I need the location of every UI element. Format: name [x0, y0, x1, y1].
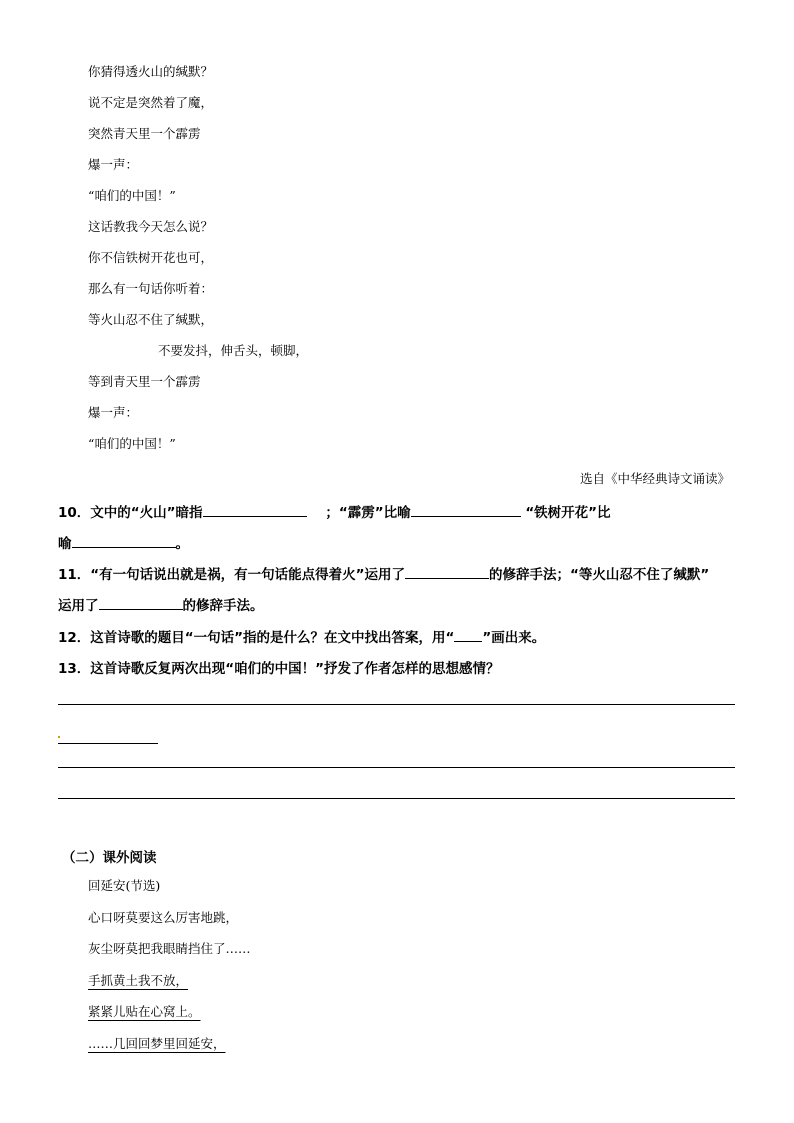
passage-title: 回延安(节选) [88, 878, 161, 893]
poem-line: “咱们的中国！” [88, 436, 176, 451]
underline-sample [454, 627, 482, 642]
poem-source: 选自《中华经典诗文诵读》 [579, 471, 730, 486]
poem-line: 说不定是突然着了魔， [88, 95, 214, 110]
answer-blank[interactable] [411, 502, 521, 517]
question-11 [58, 564, 709, 585]
poem-line: 等到青天里一个霹雳 [88, 374, 201, 389]
passage-line: 灰尘呀莫把我眼睛挡住了…… [88, 941, 251, 956]
poem-line: 等火山忍不住了缄默， [88, 312, 214, 327]
passage-line-underlined: 紧紧儿贴在心窝上。 [88, 1004, 201, 1019]
question-text: 10．文中的“火山”暗指 [58, 505, 203, 521]
question-13: 13．这首诗歌反复两次出现“咱们的中国！”抒发了作者怎样的思想感情？ [58, 661, 500, 677]
answer-line[interactable] [58, 767, 735, 768]
answer-blank[interactable] [405, 564, 489, 579]
question-text: “铁树开花”比 [525, 505, 611, 521]
stray-mark [58, 736, 60, 738]
poem-line: 爆一声： [88, 157, 139, 172]
question-11-cont [58, 595, 264, 616]
reading-passage [88, 876, 251, 1065]
poem-line: 这话教我今天怎么说？ [88, 219, 214, 234]
answer-blank[interactable] [72, 533, 176, 548]
question-text: 的修辞手法；“等火山忍不住了缄默” [489, 567, 710, 583]
poem-line: 突然青天里一个霹雳 [88, 126, 201, 141]
section-title: （二）课外阅读 [62, 850, 157, 866]
poem-line: 那么有一句话你听着： [88, 281, 214, 296]
poem-line: 不要发抖，伸舌头，顿脚， [158, 343, 309, 358]
answer-line[interactable] [58, 798, 735, 799]
answer-line[interactable] [58, 743, 158, 744]
passage-line-underlined: ……几回回梦里回延安， [88, 1035, 226, 1051]
passage-line: 心口呀莫要这么厉害地跳， [88, 909, 239, 925]
poem-line: 你猜得透火山的缄默？ [88, 64, 214, 79]
answer-blank[interactable] [99, 595, 183, 610]
question-10-cont [58, 533, 189, 554]
question-text: 。 [175, 536, 189, 552]
question-12 [58, 627, 545, 648]
passage-line-underlined: 手抓黄土我不放， [88, 972, 189, 988]
poem-line: 你不信铁树开花也可， [88, 250, 214, 265]
question-text: ；“霹雳”比喻 [325, 505, 411, 521]
question-text: 11．“有一句话说出就是祸，有一句话能点得着火”运用了 [58, 567, 406, 583]
answer-line[interactable] [58, 704, 735, 705]
answer-blank[interactable] [203, 502, 307, 517]
question-10 [58, 502, 611, 523]
question-text: 喻 [58, 536, 72, 552]
question-text: 12．这首诗歌的题目“一句话”指的是什么？在文中找出答案，用“ [58, 630, 455, 646]
poem [88, 62, 308, 465]
question-text: 运用了 [58, 598, 99, 614]
poem-line: “咱们的中国！” [88, 188, 176, 203]
question-text: ”画出来。 [482, 630, 546, 646]
poem-line: 爆一声： [88, 405, 139, 420]
question-text: 的修辞手法。 [182, 598, 264, 614]
